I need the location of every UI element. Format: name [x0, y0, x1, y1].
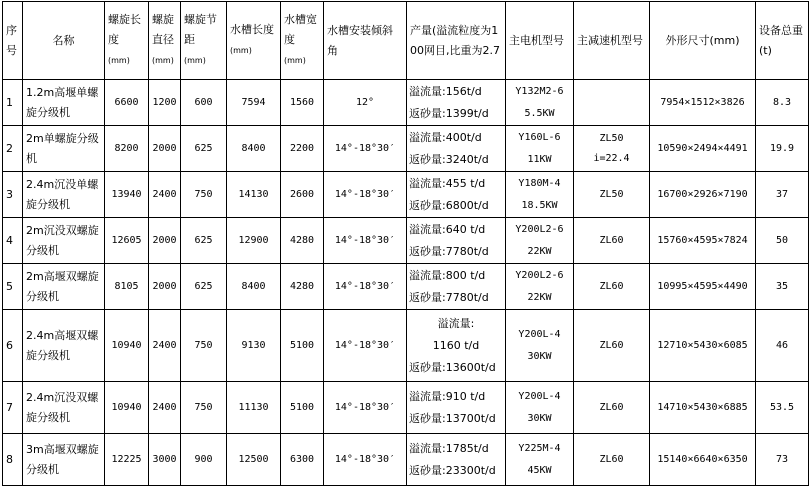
cell-seq: 3	[3, 172, 23, 218]
output-overflow: 溢流量:800 t/d	[409, 268, 486, 282]
reducer-model: ZL60	[599, 453, 624, 465]
cell-name: 2m沉没双螺旋分级机	[23, 218, 105, 264]
header-spiral-pitch-label: 螺旋节距	[184, 13, 217, 46]
cell-trough-length: 7594	[227, 80, 281, 126]
cell-trough-width: 2200	[281, 126, 324, 172]
output-overflow: 溢流量:1785t/d	[409, 441, 489, 455]
reducer-model: ZL60	[599, 401, 624, 413]
header-trough-length-unit: (mm)	[230, 46, 252, 55]
header-trough-angle: 水槽安装倾斜角	[324, 2, 407, 80]
cell-seq: 8	[3, 434, 23, 486]
cell-trough-width: 5100	[281, 310, 324, 382]
cell-output	[407, 382, 506, 434]
header-spiral-pitch	[181, 2, 227, 80]
cell-trough-width: 6300	[281, 434, 324, 486]
cell-name: 1.2m高堰单螺旋分级机	[23, 80, 105, 126]
output-overflow: 溢流量:156t/d	[409, 84, 482, 98]
cell-motor	[506, 310, 574, 382]
cell-dimensions: 10590×2494×4491	[650, 126, 756, 172]
cell-dimensions: 15140×6640×6350	[650, 434, 756, 486]
header-seq: 序号	[3, 2, 23, 80]
cell-dimensions: 7954×1512×3826	[650, 80, 756, 126]
cell-output	[407, 80, 506, 126]
motor-power: 30KW	[527, 412, 552, 424]
cell-motor	[506, 218, 574, 264]
cell-trough-length: 11130	[227, 382, 281, 434]
cell-output	[407, 310, 506, 382]
cell-angle: 14°-18°30′	[324, 264, 407, 310]
cell-output	[407, 434, 506, 486]
cell-spiral-pitch: 750	[181, 310, 227, 382]
cell-reducer	[574, 218, 650, 264]
reducer-ratio: i=22.4	[593, 152, 630, 164]
cell-motor	[506, 80, 574, 126]
cell-spiral-pitch: 750	[181, 382, 227, 434]
cell-spiral-pitch: 625	[181, 218, 227, 264]
cell-spiral-length: 10940	[105, 310, 149, 382]
cell-output	[407, 264, 506, 310]
cell-dimensions: 14710×5430×6885	[650, 382, 756, 434]
cell-output	[407, 172, 506, 218]
cell-dimensions: 15760×4595×7824	[650, 218, 756, 264]
cell-motor	[506, 434, 574, 486]
header-spiral-pitch-unit: (mm)	[184, 56, 206, 65]
header-trough-width	[281, 2, 324, 80]
motor-model: Y200L-4	[518, 328, 561, 340]
cell-angle: 14°-18°30′	[324, 218, 407, 264]
cell-seq: 2	[3, 126, 23, 172]
table-row	[3, 218, 809, 264]
cell-weight: 53.5	[756, 382, 809, 434]
motor-model: Y160L-6	[518, 131, 561, 143]
cell-spiral-pitch: 625	[181, 264, 227, 310]
cell-reducer	[574, 382, 650, 434]
output-overflow-value: 1160 t/d	[432, 338, 480, 352]
cell-spiral-diameter: 2400	[149, 172, 181, 218]
spiral-classifier-spec-table	[2, 1, 809, 486]
motor-power: 22KW	[527, 291, 552, 303]
cell-motor	[506, 126, 574, 172]
table-row	[3, 172, 809, 218]
cell-trough-length: 12500	[227, 434, 281, 486]
cell-weight: 73	[756, 434, 809, 486]
cell-spiral-length: 10940	[105, 382, 149, 434]
table-row	[3, 80, 809, 126]
header-output: 产量(溢流粒度为100网目,比重为2.7	[407, 2, 506, 80]
cell-trough-width: 4280	[281, 264, 324, 310]
motor-model: Y225M-4	[518, 442, 561, 454]
cell-reducer	[574, 310, 650, 382]
cell-spiral-pitch: 600	[181, 80, 227, 126]
output-overflow: 溢流量:640 t/d	[409, 222, 486, 236]
cell-spiral-pitch: 900	[181, 434, 227, 486]
cell-motor	[506, 264, 574, 310]
cell-weight: 35	[756, 264, 809, 310]
cell-reducer	[574, 80, 650, 126]
cell-spiral-diameter: 3000	[149, 434, 181, 486]
output-return-sand: 返砂量:13700t/d	[409, 411, 496, 425]
header-spiral-length-label: 螺旋长度	[108, 13, 141, 46]
motor-power: 11KW	[527, 153, 552, 165]
cell-spiral-diameter: 2400	[149, 382, 181, 434]
cell-spiral-diameter: 2000	[149, 264, 181, 310]
table-body	[3, 80, 809, 486]
cell-seq: 6	[3, 310, 23, 382]
header-weight: 设备总重(t)	[756, 2, 809, 80]
reducer-model: ZL60	[599, 339, 624, 351]
cell-seq: 7	[3, 382, 23, 434]
header-motor: 主电机型号	[506, 2, 574, 80]
header-reducer: 主减速机型号	[574, 2, 650, 80]
cell-name: 3m高堰双螺旋分级机	[23, 434, 105, 486]
cell-angle: 12°	[324, 80, 407, 126]
cell-dimensions: 12710×5430×6085	[650, 310, 756, 382]
cell-dimensions: 10995×4595×4490	[650, 264, 756, 310]
cell-motor	[506, 172, 574, 218]
motor-power: 5.5KW	[524, 107, 555, 119]
cell-spiral-length: 12605	[105, 218, 149, 264]
header-dimensions: 外形尺寸(mm)	[650, 2, 756, 80]
cell-spiral-diameter: 2400	[149, 310, 181, 382]
cell-spiral-length: 13940	[105, 172, 149, 218]
output-return-sand: 返砂量:7780t/d	[409, 290, 489, 304]
cell-name: 2.4m沉没双螺旋分级机	[23, 382, 105, 434]
output-return-sand: 返砂量:6800t/d	[409, 198, 489, 212]
cell-weight: 37	[756, 172, 809, 218]
cell-spiral-diameter: 1200	[149, 80, 181, 126]
table-row	[3, 126, 809, 172]
cell-output	[407, 126, 506, 172]
motor-model: Y200L2-6	[515, 223, 564, 235]
cell-weight: 8.3	[756, 80, 809, 126]
cell-spiral-length: 8200	[105, 126, 149, 172]
reducer-model: ZL50	[599, 188, 624, 200]
output-overflow: 溢流量:400t/d	[409, 130, 482, 144]
header-trough-length-label: 水槽长度	[230, 23, 274, 36]
header-name: 名称	[23, 2, 105, 80]
table-row	[3, 434, 809, 486]
cell-trough-width: 4280	[281, 218, 324, 264]
cell-trough-length: 12900	[227, 218, 281, 264]
cell-spiral-diameter: 2000	[149, 218, 181, 264]
output-return-sand: 返砂量:23300t/d	[409, 463, 496, 477]
cell-trough-width: 5100	[281, 382, 324, 434]
cell-weight: 50	[756, 218, 809, 264]
cell-seq: 1	[3, 80, 23, 126]
motor-power: 45KW	[527, 464, 552, 476]
table-row	[3, 382, 809, 434]
cell-name: 2m单螺旋分级机	[23, 126, 105, 172]
table-row	[3, 264, 809, 310]
header-trough-width-unit: (mm)	[284, 56, 306, 65]
output-overflow: 溢流量:455 t/d	[409, 176, 486, 190]
reducer-model: ZL60	[599, 234, 624, 246]
motor-power: 30KW	[527, 350, 552, 362]
motor-model: Y200L2-6	[515, 269, 564, 281]
table-row	[3, 310, 809, 382]
cell-trough-width: 2600	[281, 172, 324, 218]
header-row	[3, 2, 809, 80]
cell-angle: 14°-18°30′	[324, 382, 407, 434]
cell-reducer	[574, 434, 650, 486]
reducer-model: ZL60	[599, 280, 624, 292]
header-spiral-diameter-label: 螺旋直径	[152, 13, 174, 46]
output-overflow-label: 溢流量:	[437, 316, 475, 330]
cell-trough-length: 14130	[227, 172, 281, 218]
header-spiral-length-unit: (mm)	[108, 56, 130, 65]
cell-spiral-pitch: 625	[181, 126, 227, 172]
header-spiral-diameter	[149, 2, 181, 80]
cell-weight: 19.9	[756, 126, 809, 172]
motor-model: Y200L-4	[518, 390, 561, 402]
cell-trough-length: 8400	[227, 264, 281, 310]
cell-dimensions: 16700×2926×7190	[650, 172, 756, 218]
header-trough-width-label: 水槽宽度	[284, 13, 317, 46]
cell-reducer	[574, 172, 650, 218]
output-return-sand: 返砂量:13600t/d	[409, 360, 496, 374]
motor-model: Y132M2-6	[515, 85, 564, 97]
cell-angle: 14°-18°30′	[324, 310, 407, 382]
reducer-model: ZL50	[599, 132, 624, 144]
cell-spiral-length: 12225	[105, 434, 149, 486]
header-trough-length	[227, 2, 281, 80]
motor-model: Y180M-4	[518, 177, 561, 189]
cell-angle: 14°-18°30′	[324, 434, 407, 486]
cell-output	[407, 218, 506, 264]
cell-angle: 14°-18°30′	[324, 172, 407, 218]
output-return-sand: 返砂量:7780t/d	[409, 244, 489, 258]
cell-reducer	[574, 126, 650, 172]
header-spiral-length	[105, 2, 149, 80]
cell-name: 2.4m沉没单螺旋分级机	[23, 172, 105, 218]
cell-angle: 14°-18°30′	[324, 126, 407, 172]
output-return-sand: 返砂量:3240t/d	[409, 152, 489, 166]
cell-name: 2.4m高堰双螺旋分级机	[23, 310, 105, 382]
cell-trough-length: 9130	[227, 310, 281, 382]
cell-name: 2m高堰双螺旋分级机	[23, 264, 105, 310]
cell-seq: 4	[3, 218, 23, 264]
cell-trough-width: 1560	[281, 80, 324, 126]
header-spiral-diameter-unit: (mm)	[152, 56, 174, 65]
cell-spiral-diameter: 2000	[149, 126, 181, 172]
motor-power: 18.5KW	[521, 199, 558, 211]
output-return-sand: 返砂量:1399t/d	[409, 106, 489, 120]
cell-spiral-length: 6600	[105, 80, 149, 126]
cell-trough-length: 8400	[227, 126, 281, 172]
cell-seq: 5	[3, 264, 23, 310]
output-overflow: 溢流量:910 t/d	[409, 389, 486, 403]
cell-reducer	[574, 264, 650, 310]
motor-power: 22KW	[527, 245, 552, 257]
cell-spiral-pitch: 750	[181, 172, 227, 218]
cell-spiral-length: 8105	[105, 264, 149, 310]
cell-weight: 46	[756, 310, 809, 382]
cell-motor	[506, 382, 574, 434]
